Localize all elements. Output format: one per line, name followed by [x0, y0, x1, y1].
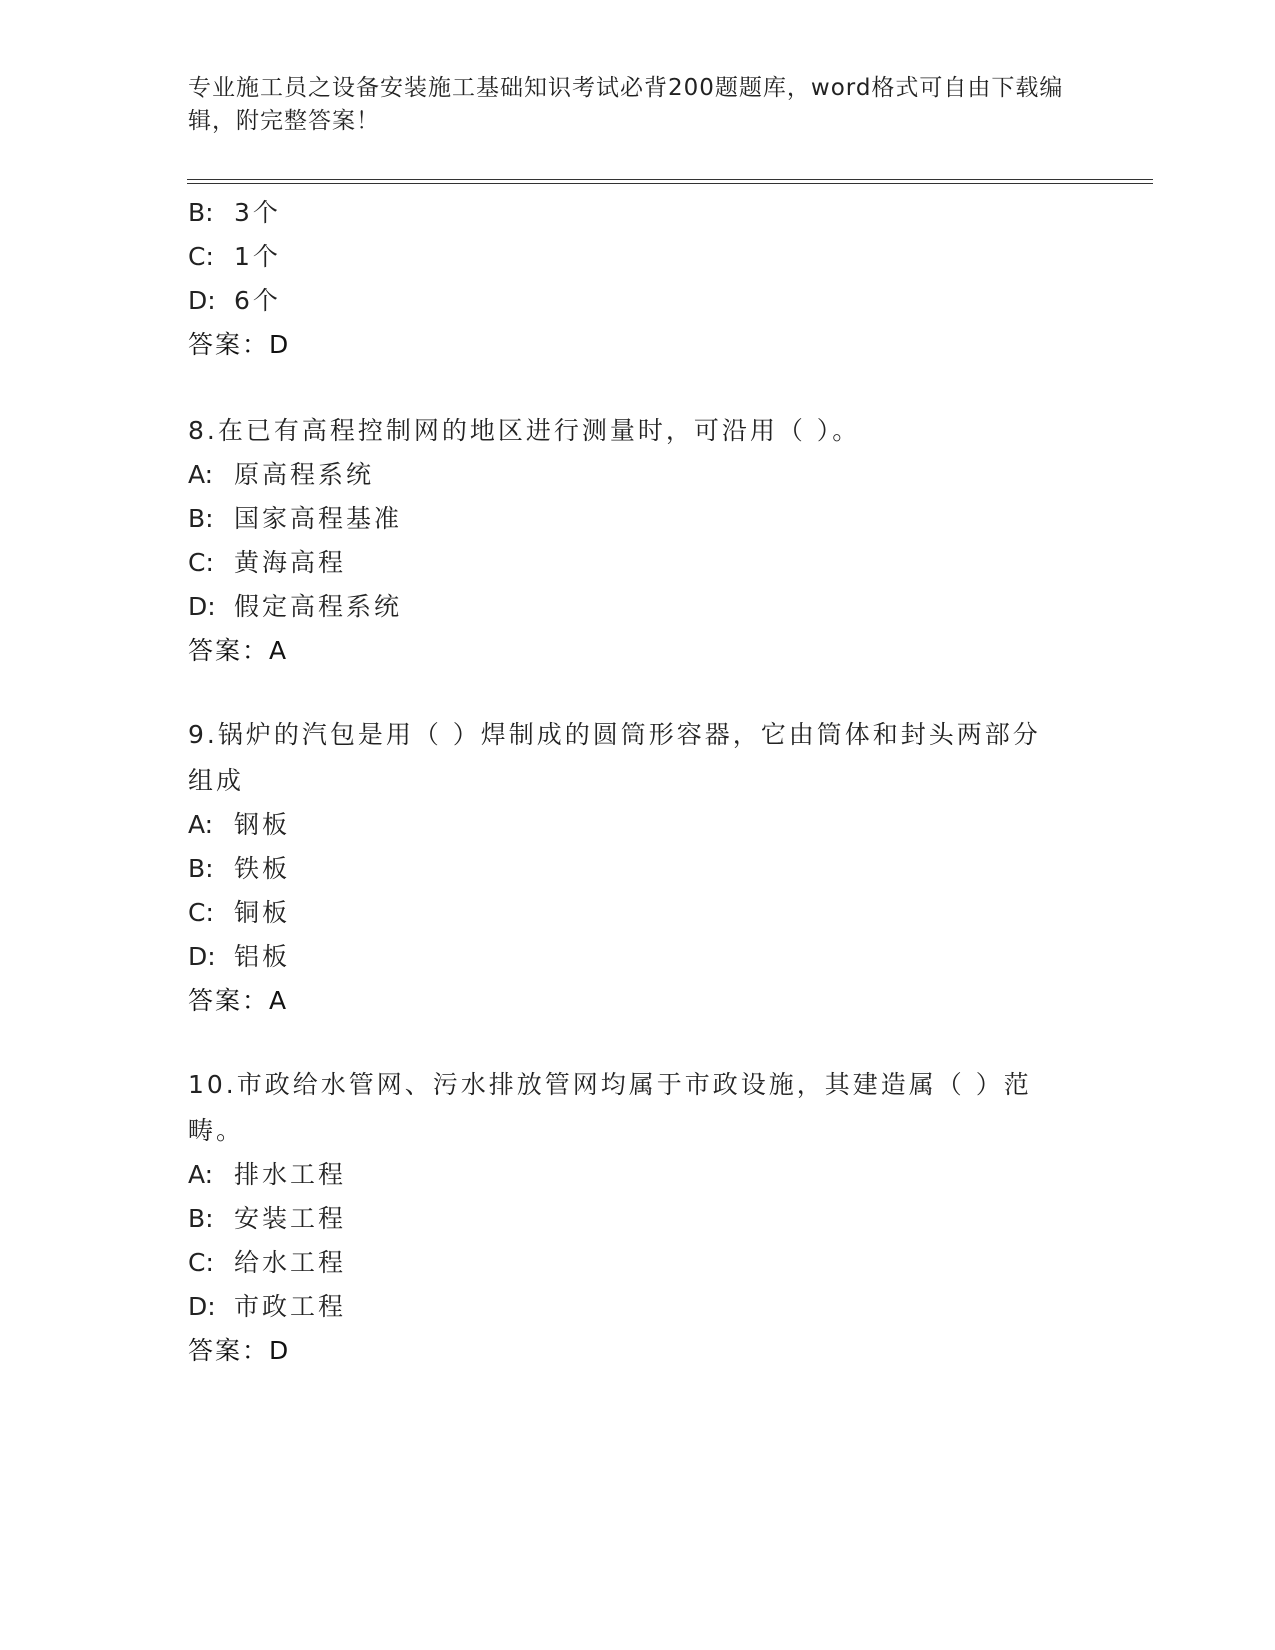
q8-option-c	[188, 546, 346, 580]
q7-answer: 答案：D	[188, 330, 291, 359]
q9-option-c	[188, 896, 290, 930]
header-divider-top	[187, 179, 1153, 180]
q8-option-b	[188, 502, 402, 536]
option-key: A:	[188, 460, 214, 489]
option-text: 铜板	[234, 898, 291, 927]
option-key: B:	[188, 1204, 214, 1233]
option-key: C:	[188, 548, 214, 577]
option-key: B:	[188, 504, 214, 533]
q8-option-a	[188, 458, 374, 492]
option-text: 给水工程	[234, 1248, 347, 1277]
option-key: C:	[188, 1248, 214, 1277]
option-key: C:	[188, 242, 214, 271]
q10-option-d	[188, 1290, 346, 1324]
option-key: D:	[188, 592, 216, 621]
option-text: 假定高程系统	[234, 592, 403, 621]
q10-option-b	[188, 1202, 346, 1236]
q7-option-c	[188, 240, 281, 274]
option-key: A:	[188, 1160, 214, 1189]
q9-option-a	[188, 808, 290, 842]
option-text: 铝板	[234, 942, 291, 971]
option-text: 国家高程基准	[234, 504, 403, 533]
q7-option-d	[188, 284, 281, 318]
option-text: 铁板	[234, 854, 291, 883]
option-text: 3个	[234, 198, 281, 227]
q8-question: 8.在已有高程控制网的地区进行测量时，可沿用（ ）。	[188, 416, 861, 445]
option-text: 钢板	[234, 810, 291, 839]
option-text: 排水工程	[234, 1160, 347, 1189]
q8-option-d	[188, 590, 402, 624]
q10-question: 10.市政给水管网、污水排放管网均属于市政设施，其建造属（ ）范畴。	[188, 1070, 1032, 1145]
option-text: 市政工程	[234, 1292, 347, 1321]
option-key: D:	[188, 1292, 216, 1321]
header-divider-bottom	[187, 183, 1153, 184]
option-key: B:	[188, 854, 214, 883]
option-key: C:	[188, 898, 214, 927]
q8-answer: 答案：A	[188, 636, 289, 665]
q10-option-c	[188, 1246, 346, 1280]
option-key: D:	[188, 942, 216, 971]
q10-answer: 答案：D	[188, 1336, 291, 1365]
q9-option-d	[188, 940, 290, 974]
option-text: 安装工程	[234, 1204, 347, 1233]
q9-answer: 答案：A	[188, 986, 289, 1015]
option-key: A:	[188, 810, 214, 839]
option-key: B:	[188, 198, 214, 227]
q9-option-b	[188, 852, 290, 886]
option-text: 1个	[234, 242, 281, 271]
q10-option-a	[188, 1158, 346, 1192]
document-header: 专业施工员之设备安装施工基础知识考试必背200题题库，word格式可自由下载编辑，附完整答案！	[188, 75, 1064, 134]
option-text: 6个	[234, 286, 281, 315]
option-text: 原高程系统	[234, 460, 375, 489]
option-key: D:	[188, 286, 216, 315]
option-text: 黄海高程	[234, 548, 347, 577]
q9-question: 9.锅炉的汽包是用（ ）焊制成的圆筒形容器，它由筒体和封头两部分组成	[188, 720, 1041, 795]
q7-option-b	[188, 196, 281, 230]
